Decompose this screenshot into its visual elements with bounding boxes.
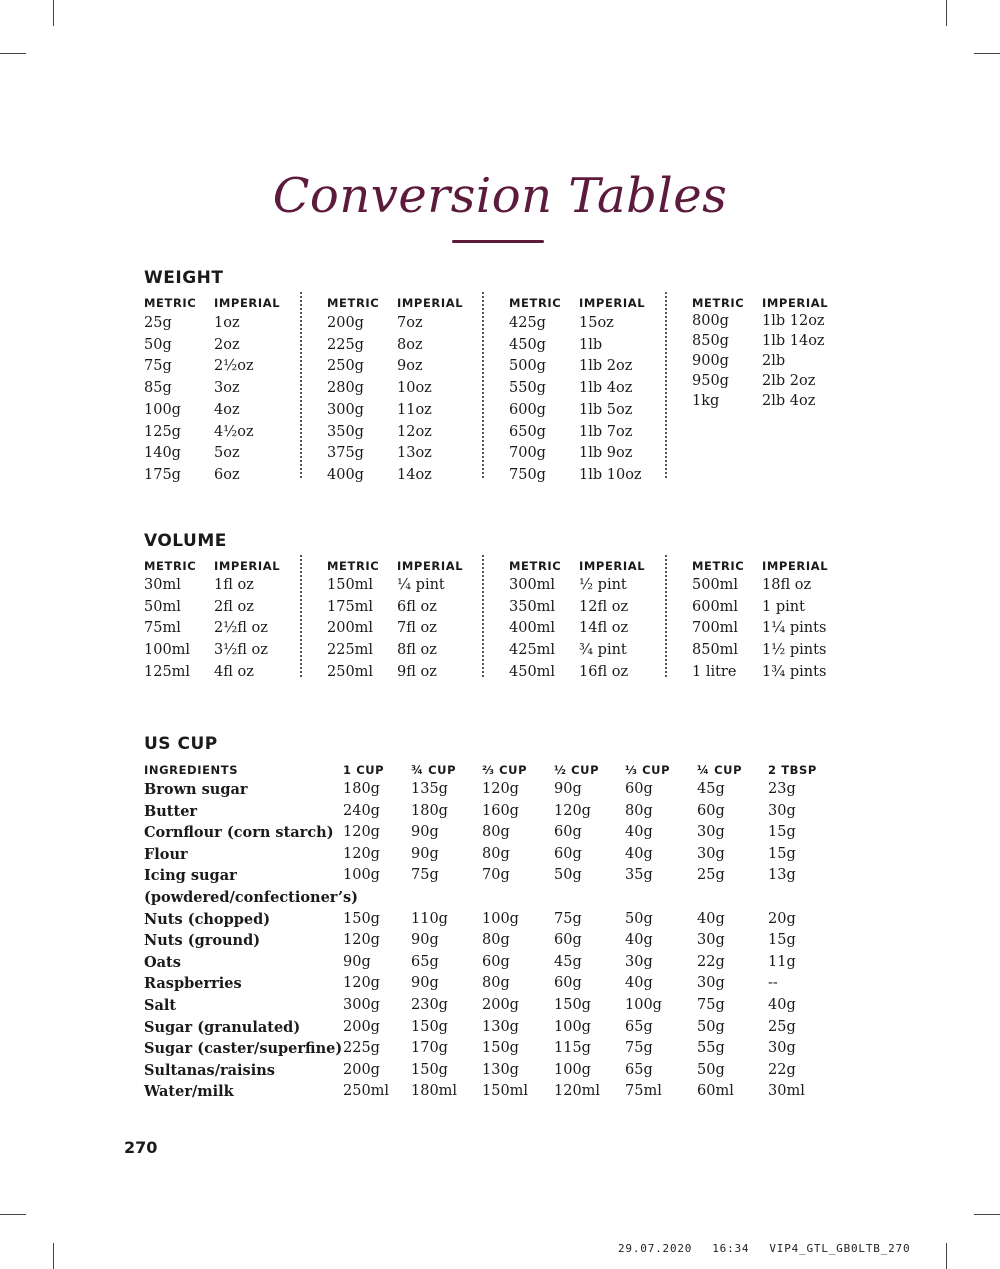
imperial-value: 1 pint (762, 598, 805, 615)
metric-value: 500g (509, 358, 546, 375)
metric-value: 800g (692, 313, 729, 329)
uscup-value: 80g (482, 845, 510, 862)
imperial-value: 9fl oz (397, 663, 437, 680)
column-divider (482, 555, 484, 677)
column-header-metric: METRIC (509, 296, 562, 310)
metric-value: 500ml (692, 577, 739, 593)
uscup-value: 40g (697, 910, 725, 927)
column-divider (300, 555, 302, 677)
imperial-value: 1lb 7oz (579, 423, 633, 440)
column-header-imperial: IMPERIAL (579, 559, 646, 573)
metric-value: 850g (692, 333, 729, 349)
uscup-value: 80g (625, 802, 653, 819)
uscup-value: 15g (768, 932, 796, 949)
metric-value: 175ml (327, 598, 374, 615)
column-header-metric: METRIC (692, 559, 745, 573)
column-header-imperial: IMPERIAL (762, 559, 829, 573)
uscup-value: 90g (343, 953, 371, 970)
crop-mark (946, 0, 947, 26)
uscup-value: 65g (625, 1018, 653, 1035)
imperial-value: 1lb (579, 336, 603, 353)
metric-value: 700ml (692, 620, 739, 637)
imperial-value: 4fl oz (214, 663, 254, 680)
ingredient-name: Salt (144, 997, 177, 1014)
uscup-value: 100g (343, 867, 380, 884)
imperial-value: 4oz (214, 401, 240, 418)
imperial-value: 3oz (214, 380, 240, 397)
uscup-value: 45g (697, 781, 725, 797)
uscup-value: 30g (697, 975, 725, 992)
imperial-value: 2lb 2oz (762, 373, 816, 389)
metric-value: 250g (327, 358, 364, 375)
uscup-value: 225g (343, 1040, 380, 1057)
ingredient-name-line2: (powdered/confectioner’s) (144, 889, 359, 906)
uscup-value: 60ml (697, 1083, 734, 1100)
metric-value: 900g (692, 353, 729, 369)
uscup-value: 75g (554, 910, 582, 927)
imperial-value: 1lb 9oz (579, 445, 633, 462)
uscup-value: 75ml (625, 1083, 662, 1100)
metric-value: 600ml (692, 598, 739, 615)
column-header-metric: METRIC (509, 559, 562, 573)
metric-value: 425g (509, 315, 546, 331)
uscup-value: 30g (697, 824, 725, 841)
imperial-value: 6oz (214, 466, 240, 483)
uscup-value: 30g (697, 845, 725, 862)
imperial-value: 2fl oz (214, 598, 254, 615)
imperial-value: 10oz (397, 380, 432, 397)
column-header-metric: METRIC (692, 296, 745, 310)
ingredient-name: Icing sugar (144, 867, 237, 885)
metric-value: 1 litre (692, 663, 737, 680)
uscup-value: 60g (697, 802, 725, 819)
uscup-column-header: ¼ CUP (697, 763, 743, 777)
imperial-value: 1fl oz (214, 577, 254, 593)
column-header-imperial: IMPERIAL (762, 296, 829, 310)
uscup-value: 50g (554, 867, 582, 884)
uscup-value: 100g (625, 997, 662, 1013)
uscup-value: 120g (343, 845, 380, 862)
metric-value: 225ml (327, 642, 374, 659)
uscup-value: 120g (343, 975, 380, 992)
uscup-value: 150g (411, 1061, 448, 1078)
uscup-value: 150g (343, 910, 380, 927)
imperial-value: 3½fl oz (214, 642, 268, 659)
metric-value: 300ml (509, 577, 556, 593)
uscup-value: 11g (768, 953, 796, 970)
imperial-value: 5oz (214, 445, 240, 462)
metric-value: 600g (509, 401, 546, 418)
title-underline (452, 240, 544, 243)
column-header-imperial: IMPERIAL (579, 296, 646, 310)
metric-value: 50g (144, 336, 172, 353)
uscup-value: 150g (482, 1040, 519, 1057)
uscup-value: 80g (482, 975, 510, 992)
metric-value: 50ml (144, 598, 181, 615)
uscup-value: 60g (625, 781, 653, 797)
metric-value: 280g (327, 380, 364, 397)
uscup-value: 30g (768, 802, 796, 819)
metric-value: 100ml (144, 642, 191, 659)
uscup-value: 30g (768, 1040, 796, 1057)
uscup-value: 100g (554, 1061, 591, 1078)
uscup-value: 65g (411, 953, 439, 970)
imperial-value: 1lb 14oz (762, 333, 825, 349)
uscup-value: 180ml (411, 1083, 458, 1100)
crop-mark (0, 1214, 26, 1215)
uscup-value: 75g (697, 997, 725, 1013)
metric-value: 125g (144, 423, 181, 440)
footer-date: 29.07.2020 (618, 1242, 693, 1255)
uscup-value: 60g (482, 953, 510, 970)
imperial-value: 11oz (397, 401, 432, 418)
uscup-value: 80g (482, 932, 510, 949)
ingredient-name: Sugar (granulated) (144, 1018, 301, 1036)
imperial-value: 2lb 4oz (762, 393, 816, 409)
ingredient-name: Raspberries (144, 975, 242, 993)
uscup-value: 60g (554, 824, 582, 841)
imperial-value: 1¾ pints (762, 663, 827, 680)
imperial-value: 18fl oz (762, 577, 812, 593)
uscup-value: 130g (482, 1018, 519, 1035)
uscup-value: 150ml (482, 1083, 529, 1100)
uscup-value: 180g (343, 781, 380, 797)
crop-mark (53, 0, 54, 26)
uscup-value: 120g (343, 824, 380, 841)
uscup-value: 55g (697, 1040, 725, 1057)
uscup-value: 75g (625, 1040, 653, 1057)
uscup-value: 90g (411, 824, 439, 841)
uscup-column-header: ¾ CUP (411, 763, 457, 777)
uscup-value: 230g (411, 997, 448, 1013)
imperial-value: 14oz (397, 466, 432, 483)
uscup-value: 22g (768, 1061, 796, 1078)
metric-value: 85g (144, 380, 172, 397)
uscup-value: 250ml (343, 1083, 390, 1100)
metric-value: 425ml (509, 642, 556, 659)
metric-value: 950g (692, 373, 729, 389)
uscup-value: 50g (697, 1018, 725, 1035)
imperial-value: 9oz (397, 358, 423, 375)
imperial-value: 4½oz (214, 423, 254, 440)
uscup-value: 150g (411, 1018, 448, 1035)
metric-value: 350g (327, 423, 364, 440)
uscup-value: 40g (625, 845, 653, 862)
uscup-value: 40g (768, 997, 796, 1013)
uscup-value: 135g (411, 781, 448, 797)
metric-value: 225g (327, 336, 364, 353)
metric-value: 25g (144, 315, 172, 331)
imperial-value: 1lb 10oz (579, 466, 642, 483)
uscup-column-header: 2 TBSP (768, 763, 817, 777)
metric-value: 175g (144, 466, 181, 483)
imperial-value: 8fl oz (397, 642, 437, 659)
metric-value: 150ml (327, 577, 374, 593)
ingredient-name: Butter (144, 802, 198, 820)
ingredient-name: Brown sugar (144, 781, 248, 798)
uscup-value: 35g (625, 867, 653, 884)
imperial-value: 12oz (397, 423, 432, 440)
imperial-value: 16fl oz (579, 663, 629, 680)
crop-mark (974, 53, 1000, 54)
uscup-value: 40g (625, 824, 653, 841)
imperial-value: ½ pint (579, 577, 627, 593)
ingredient-name: Nuts (chopped) (144, 910, 271, 928)
imperial-value: ¼ pint (397, 577, 445, 593)
uscup-value: 160g (482, 802, 519, 819)
uscup-column-header: 1 CUP (343, 763, 385, 777)
uscup-value: 60g (554, 975, 582, 992)
metric-value: 700g (509, 445, 546, 462)
uscup-value: 50g (697, 1061, 725, 1078)
ingredient-name: Nuts (ground) (144, 932, 261, 950)
uscup-value: 25g (697, 867, 725, 884)
volume-heading: VOLUME (144, 531, 227, 551)
uscup-value: 75g (411, 867, 439, 884)
column-divider (665, 555, 667, 677)
uscup-value: 15g (768, 824, 796, 841)
uscup-value: 200g (343, 1061, 380, 1078)
uscup-value: 60g (554, 932, 582, 949)
imperial-value: 15oz (579, 315, 614, 331)
uscup-value: 20g (768, 910, 796, 927)
imperial-value: 2½fl oz (214, 620, 268, 637)
uscup-value: 65g (625, 1061, 653, 1078)
uscup-value: 15g (768, 845, 796, 862)
uscup-value: 40g (625, 975, 653, 992)
imperial-value: 1¼ pints (762, 620, 827, 637)
uscup-column-header: INGREDIENTS (144, 763, 239, 777)
footer-code: VIP4_GTL_GB0LTB_270 (769, 1242, 911, 1255)
metric-value: 250ml (327, 663, 374, 680)
crop-mark (974, 1214, 1000, 1215)
metric-value: 350ml (509, 598, 556, 615)
uscup-value: 90g (411, 845, 439, 862)
uscup-value: 120ml (554, 1083, 601, 1100)
metric-value: 75g (144, 358, 172, 375)
imperial-value: 13oz (397, 445, 432, 462)
ingredient-name: Water/milk (144, 1083, 234, 1101)
ingredient-name: Oats (144, 953, 181, 971)
uscup-value: 120g (554, 802, 591, 819)
imperial-value: 7fl oz (397, 620, 437, 637)
uscup-value: 22g (697, 953, 725, 970)
metric-value: 140g (144, 445, 181, 462)
page-number: 270 (124, 1138, 158, 1157)
imperial-value: 1lb 5oz (579, 401, 633, 418)
imperial-value: 2lb (762, 353, 786, 369)
uscup-value: 170g (411, 1040, 448, 1057)
metric-value: 200ml (327, 620, 374, 637)
uscup-value: 150g (554, 997, 591, 1013)
imperial-value: 6fl oz (397, 598, 437, 615)
uscup-value: 180g (411, 802, 448, 819)
uscup-value: 13g (768, 867, 796, 884)
imperial-value: 12fl oz (579, 598, 629, 615)
metric-value: 30ml (144, 577, 181, 593)
metric-value: 450g (509, 336, 546, 353)
uscup-value: 300g (343, 997, 380, 1013)
imperial-value: 2oz (214, 336, 240, 353)
crop-mark (946, 1243, 947, 1269)
metric-value: 400ml (509, 620, 556, 637)
uscup-value: 25g (768, 1018, 796, 1035)
metric-value: 650g (509, 423, 546, 440)
uscup-value: 120g (343, 932, 380, 949)
uscup-value: 80g (482, 824, 510, 841)
metric-value: 75ml (144, 620, 181, 637)
ingredient-name: Sultanas/raisins (144, 1061, 275, 1079)
uscup-value: 50g (625, 910, 653, 927)
metric-value: 400g (327, 466, 364, 483)
uscup-value: 23g (768, 781, 796, 797)
crop-mark (53, 1243, 54, 1269)
column-header-imperial: IMPERIAL (214, 559, 281, 573)
metric-value: 1kg (692, 393, 720, 409)
footer-time: 16:34 (712, 1242, 750, 1255)
uscup-value: 130g (482, 1061, 519, 1078)
metric-value: 850ml (692, 642, 739, 659)
column-header-imperial: IMPERIAL (397, 296, 464, 310)
imperial-value: 1oz (214, 315, 240, 331)
uscup-value: -- (768, 975, 778, 992)
uscup-value: 30g (697, 932, 725, 949)
uscup-value: 40g (625, 932, 653, 949)
column-header-metric: METRIC (327, 296, 380, 310)
column-header-imperial: IMPERIAL (397, 559, 464, 573)
metric-value: 300g (327, 401, 364, 418)
crop-mark (0, 53, 26, 54)
uscup-value: 200g (482, 997, 519, 1013)
imperial-value: 2½oz (214, 358, 254, 375)
uscup-value: 90g (411, 932, 439, 949)
weight-heading: WEIGHT (144, 268, 224, 288)
metric-value: 100g (144, 401, 181, 418)
column-divider (665, 292, 667, 478)
imperial-value: ¾ pint (579, 642, 627, 659)
imperial-value: 1lb 4oz (579, 380, 633, 397)
uscup-value: 110g (411, 910, 448, 927)
column-divider (300, 292, 302, 478)
metric-value: 550g (509, 380, 546, 397)
uscup-value: 90g (411, 975, 439, 992)
uscup-column-header: ½ CUP (554, 763, 600, 777)
uscup-value: 30g (625, 953, 653, 970)
imperial-value: 7oz (397, 315, 423, 331)
column-header-metric: METRIC (144, 296, 197, 310)
metric-value: 375g (327, 445, 364, 462)
imperial-value: 1lb 2oz (579, 358, 633, 375)
metric-value: 200g (327, 315, 364, 331)
ingredient-name: Sugar (caster/superfine) (144, 1040, 343, 1058)
column-divider (482, 292, 484, 478)
imperial-value: 8oz (397, 336, 423, 353)
ingredient-name: Flour (144, 845, 188, 863)
uscup-value: 90g (554, 781, 582, 797)
uscup-value: 70g (482, 867, 510, 884)
column-header-metric: METRIC (327, 559, 380, 573)
uscup-value: 100g (554, 1018, 591, 1035)
uscup-value: 100g (482, 910, 519, 927)
uscup-value: 115g (554, 1040, 591, 1057)
metric-value: 125ml (144, 663, 191, 680)
uscup-value: 60g (554, 845, 582, 862)
ingredient-name: Cornflour (corn starch) (144, 824, 334, 842)
uscup-value: 240g (343, 802, 380, 819)
uscup-value: 200g (343, 1018, 380, 1035)
uscup-column-header: ⅔ CUP (482, 763, 528, 777)
uscup-heading: US CUP (144, 734, 218, 754)
metric-value: 750g (509, 466, 546, 483)
column-header-metric: METRIC (144, 559, 197, 573)
imperial-value: 1½ pints (762, 642, 827, 659)
metric-value: 450ml (509, 663, 556, 680)
imperial-value: 14fl oz (579, 620, 629, 637)
uscup-value: 45g (554, 953, 582, 970)
column-header-imperial: IMPERIAL (214, 296, 281, 310)
imperial-value: 1lb 12oz (762, 313, 825, 329)
uscup-column-header: ⅓ CUP (625, 763, 671, 777)
page-title: Conversion Tables (272, 168, 728, 224)
uscup-value: 30ml (768, 1083, 805, 1100)
print-footer (618, 1242, 930, 1255)
uscup-value: 120g (482, 781, 519, 797)
